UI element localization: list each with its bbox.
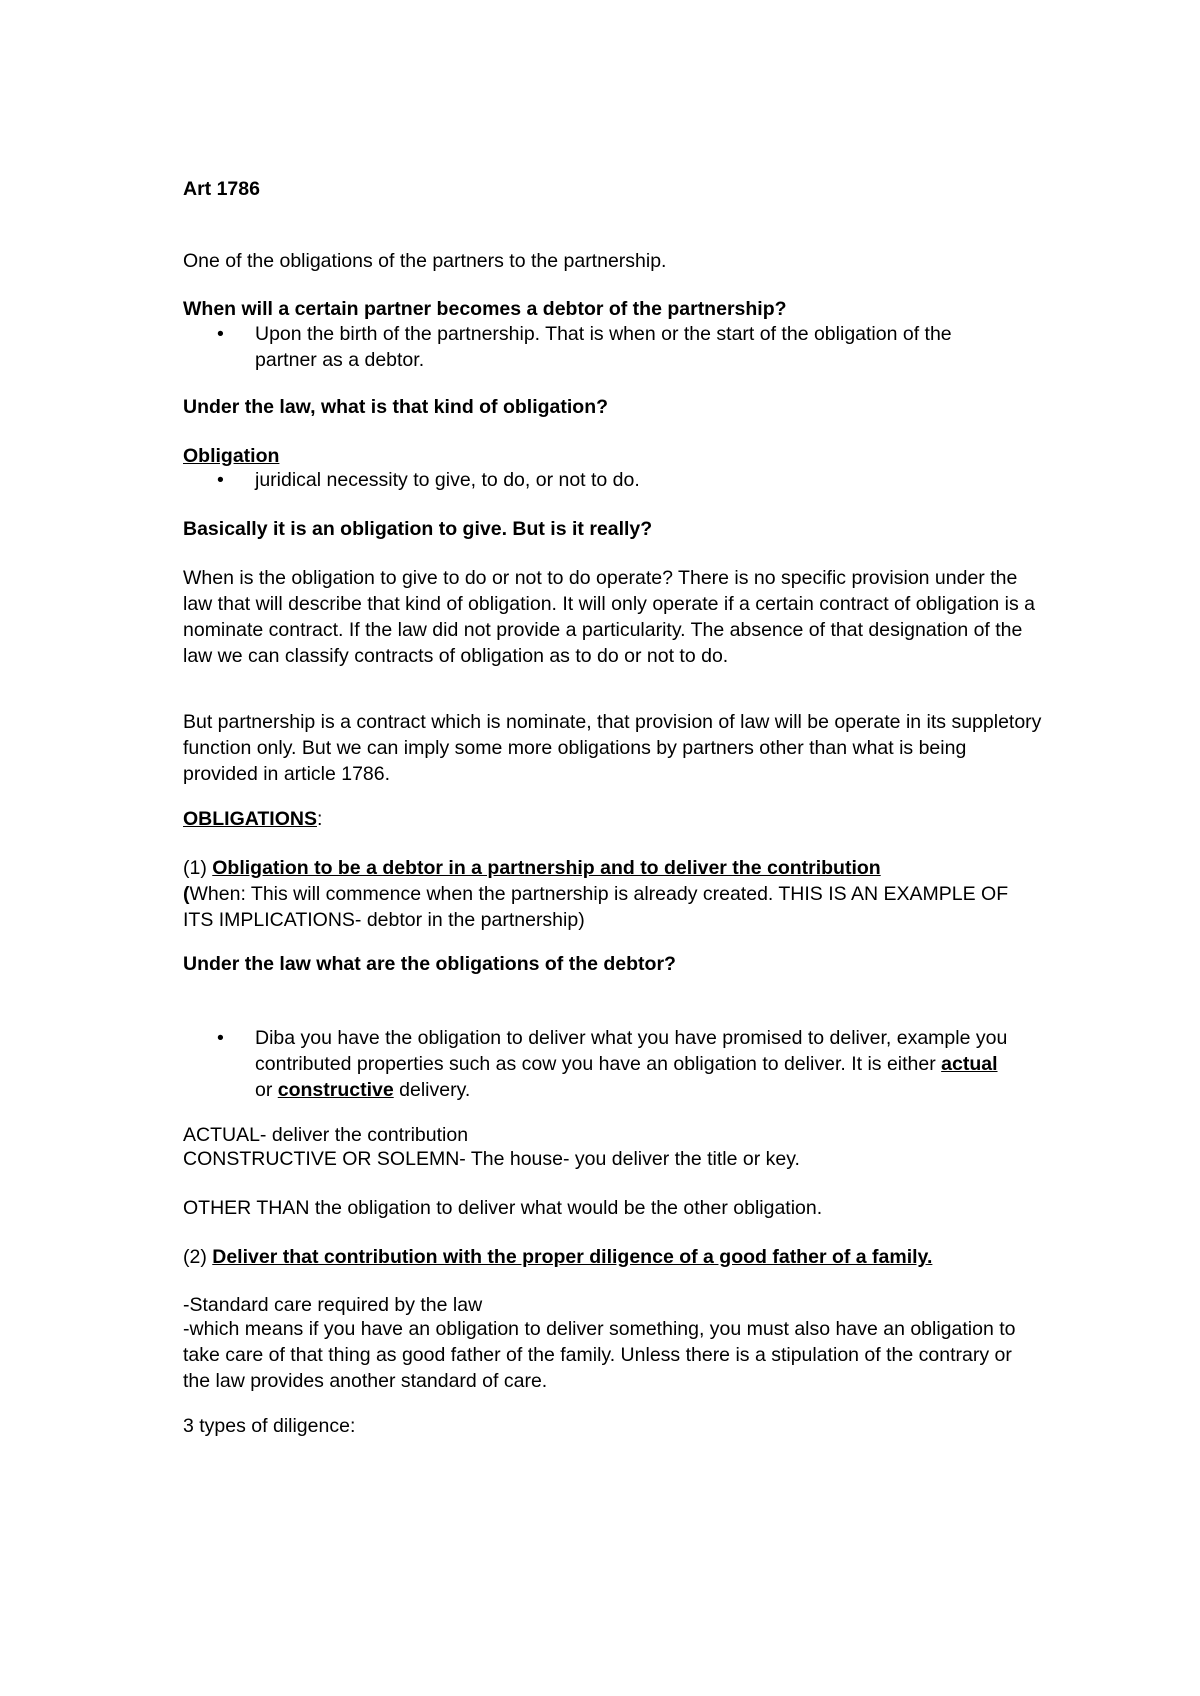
- obligation-heading: Obligation: [183, 445, 280, 467]
- question-obligation-to-give: Basically it is an obligation to give. But is it really?: [183, 518, 653, 540]
- bullet-text-or: or: [255, 1079, 278, 1101]
- standard-care-line: -Standard care required by the law: [183, 1294, 483, 1316]
- item-number: (2): [183, 1246, 213, 1268]
- intro-paragraph: One of the obligations of the partners to the partnership.: [183, 250, 667, 272]
- question-debtor-obligations: Under the law what are the obligations of the debtor?: [183, 953, 676, 975]
- bullet-icon: •: [217, 323, 224, 345]
- bullet-text: juridical necessity to give, to do, or not to do.: [255, 469, 640, 491]
- paragraph-nominate: But partnership is a contract which is nominate, that provision of law will be operate in its suppletory function only. But we can imply some more obligations by partners other than what is being provided in article 1786.: [183, 711, 1042, 785]
- actual-delivery-line: ACTUAL- deliver the contribution: [183, 1124, 469, 1146]
- standard-care-explanation: -which means if you have an obligation to deliver something, you must also have an obligation to take care of that thing as good father of the family. Unless there is a stipulation of the contrary or the law provides another standard of care.: [183, 1318, 1016, 1392]
- bullet-text-pre: Diba you have the obligation to deliver what you have promised to deliver, example you contributed properties such as cow you have an obligation to deliver. It is either: [255, 1027, 1008, 1075]
- types-of-diligence-line: 3 types of diligence:: [183, 1415, 356, 1437]
- document-title: Art 1786: [183, 178, 260, 200]
- obligations-heading: [183, 806, 1043, 832]
- term-actual: actual: [941, 1053, 998, 1075]
- bullet-text: [255, 1025, 1015, 1103]
- item-title: Obligation to be a debtor in a partnership and to deliver the contribution: [212, 857, 881, 879]
- item-number: (1): [183, 857, 213, 879]
- term-constructive: constructive: [277, 1079, 394, 1101]
- question-obligation-kind: Under the law, what is that kind of obligation?: [183, 396, 609, 418]
- other-obligation-line: OTHER THAN the obligation to deliver what would be the other obligation.: [183, 1197, 823, 1219]
- bullet-icon: •: [217, 1027, 224, 1049]
- constructive-delivery-line: CONSTRUCTIVE OR SOLEMN- The house- you deliver the title or key.: [183, 1148, 800, 1170]
- bullet-text: Upon the birth of the partnership. That is when or the start of the obligation of the partner as a debtor.: [255, 323, 952, 371]
- question-debtor-when: When will a certain partner becomes a debtor of the partnership?: [183, 298, 787, 320]
- paragraph-operate: When is the obligation to give to do or not to do operate? There is no specific provision under the law that will describe that kind of obligation. It will only operate if a certain contract of obligation is a nominate contract. If the law did not provide a particularity. The absence of that designation of the law we can classify contracts of obligation as to do or not to do.: [183, 567, 1035, 667]
- item-title: Deliver that contribution with the proper diligence of a good father of a family.: [212, 1246, 933, 1268]
- obligations-heading-colon: :: [316, 808, 323, 830]
- obligation-item-1: [183, 855, 1043, 933]
- bullet-icon: •: [217, 469, 224, 491]
- item-paren: (: [183, 883, 190, 905]
- obligation-item-2: [183, 1244, 1043, 1270]
- bullet-text-post: delivery.: [393, 1079, 471, 1101]
- item-note: When: This will commence when the partnership is already created. THIS IS AN EXAMPLE OF ITS IMPLICATIONS- debtor in the partnership): [183, 883, 1009, 931]
- obligations-heading-text: OBLIGATIONS: [183, 808, 317, 830]
